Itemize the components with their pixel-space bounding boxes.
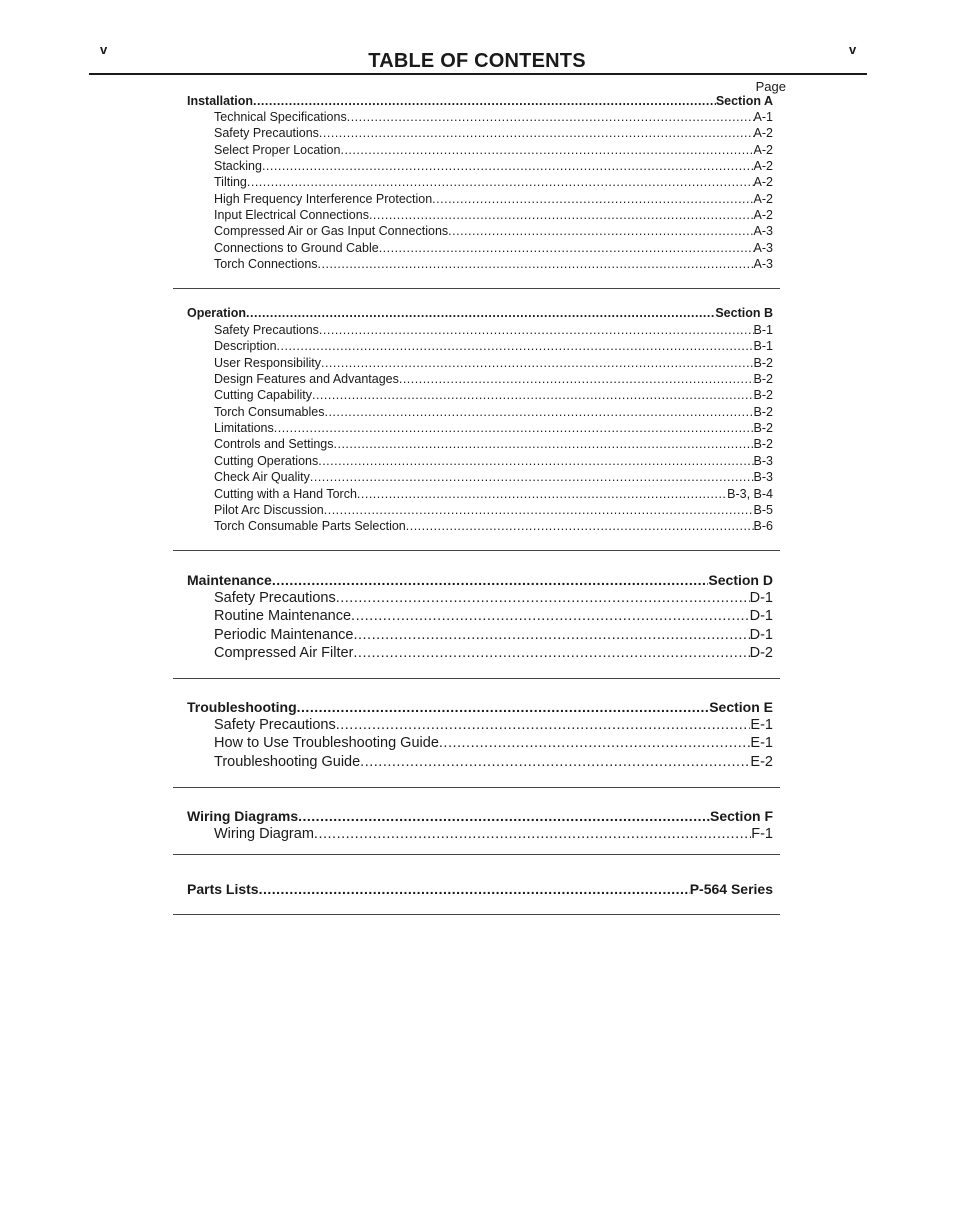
- section-divider: [173, 678, 780, 679]
- entry-label: Torch Connections: [214, 257, 318, 272]
- entry-label: Cutting Capability: [214, 388, 312, 403]
- dot-leader: [321, 356, 754, 372]
- entry-page-ref: A-2: [753, 175, 773, 190]
- entry-label: Stacking: [214, 159, 262, 174]
- dot-leader: [259, 881, 690, 898]
- entry-label: Cutting with a Hand Torch: [214, 486, 357, 501]
- entry-page-ref: B-2: [753, 437, 773, 452]
- section-page-ref: P-564 Series: [689, 881, 773, 897]
- dot-leader: [406, 519, 754, 535]
- dot-leader: [274, 421, 754, 437]
- dot-leader: [369, 208, 754, 224]
- entry-page-ref: D-1: [749, 626, 773, 643]
- dot-leader: [353, 627, 749, 645]
- toc-entry: [214, 503, 773, 519]
- toc-entry: [214, 590, 773, 608]
- entry-label: Torch Consumables: [214, 404, 325, 419]
- toc-entry: [214, 645, 773, 663]
- entry-page-ref: B-3, B-4: [727, 486, 773, 501]
- entry-label: Limitations: [214, 421, 274, 436]
- entry-label: Safety Precautions: [214, 717, 336, 733]
- dot-leader: [379, 241, 754, 257]
- entry-label: User Responsibility: [214, 355, 321, 370]
- dot-leader: [297, 699, 710, 716]
- entry-page-ref: A-3: [753, 224, 773, 239]
- entry-label: Safety Precautions: [214, 323, 319, 337]
- entry-page-ref: B-3: [753, 470, 773, 485]
- toc-entry: [214, 437, 773, 453]
- dot-leader: [314, 826, 751, 844]
- entry-page-ref: A-3: [753, 257, 773, 272]
- entry-page-ref: E-1: [750, 717, 773, 733]
- entry-page-ref: B-2: [753, 404, 773, 419]
- entry-page-ref: A-2: [753, 126, 773, 141]
- entry-label: Description: [214, 339, 277, 354]
- toc-entry: [214, 323, 773, 339]
- toc-entry: [214, 192, 773, 208]
- toc-entry: [214, 257, 773, 273]
- toc-entry: [214, 735, 773, 753]
- section-page-ref: Section B: [715, 306, 773, 320]
- page-column-label: Page: [755, 79, 786, 94]
- entry-page-ref: F-1: [751, 826, 773, 842]
- dot-leader: [334, 437, 754, 453]
- dot-leader: [353, 645, 749, 663]
- dot-leader: [262, 159, 754, 175]
- toc-entry: [214, 421, 773, 437]
- toc-section-heading: [187, 306, 773, 322]
- entry-label: Compressed Air Filter: [214, 644, 354, 661]
- title-rule: [89, 73, 867, 75]
- dot-leader: [298, 808, 710, 825]
- entry-label: Input Electrical Connections: [214, 208, 369, 223]
- section-divider: [173, 288, 780, 289]
- toc-section-heading: [187, 881, 773, 898]
- dot-leader: [360, 754, 750, 772]
- toc-entry: [214, 241, 773, 257]
- dot-leader: [439, 735, 751, 753]
- entry-label: High Frequency Interference Protection: [214, 191, 433, 206]
- dot-leader: [399, 372, 754, 388]
- entry-page-ref: B-5: [753, 502, 773, 517]
- entry-page-ref: A-3: [753, 240, 773, 255]
- toc-entry: [214, 372, 773, 388]
- dot-leader: [324, 503, 754, 519]
- entry-page-ref: B-3: [753, 453, 773, 468]
- page-number-left: v: [100, 42, 108, 57]
- entry-label: Design Features and Advantages: [214, 372, 399, 387]
- entry-page-ref: B-2: [753, 421, 773, 436]
- entry-label: Periodic Maintenance: [214, 626, 354, 643]
- toc-entry: [214, 487, 773, 503]
- dot-leader: [324, 405, 753, 421]
- dot-leader: [448, 224, 753, 240]
- section-page-ref: Section D: [708, 572, 773, 588]
- toc-section-heading: [187, 572, 773, 589]
- entry-label: Check Air Quality: [214, 470, 310, 485]
- toc-entry: [214, 470, 773, 486]
- entry-page-ref: D-2: [749, 644, 773, 661]
- toc-entry: [214, 356, 773, 372]
- toc-entry: [214, 126, 773, 142]
- section-title: Operation: [187, 306, 247, 320]
- section-title: Parts Lists: [187, 881, 259, 897]
- entry-page-ref: B-1: [753, 339, 773, 354]
- toc-entry: [214, 519, 773, 535]
- dot-leader: [336, 717, 751, 735]
- toc-entry: [214, 454, 773, 470]
- entry-page-ref: A-2: [753, 208, 773, 223]
- toc-entry: [214, 143, 773, 159]
- dot-leader: [357, 487, 727, 503]
- entry-page-ref: A-2: [753, 159, 773, 174]
- dot-leader: [340, 143, 753, 159]
- entry-label: Troubleshooting Guide: [214, 753, 361, 770]
- toc-entry: [214, 388, 773, 404]
- dot-leader: [277, 339, 754, 355]
- entry-label: How to Use Troubleshooting Guide: [214, 735, 439, 752]
- dot-leader: [347, 110, 754, 126]
- entry-page-ref: A-2: [753, 142, 773, 157]
- entry-page-ref: B-2: [753, 372, 773, 387]
- toc-entry: [214, 405, 773, 421]
- toc-entry: [214, 208, 773, 224]
- entry-label: Pilot Arc Discussion: [214, 502, 324, 517]
- dot-leader: [318, 257, 754, 273]
- toc-entry: [214, 754, 773, 772]
- entry-page-ref: B-6: [753, 519, 773, 534]
- section-page-ref: Section E: [709, 699, 773, 715]
- entry-label: Compressed Air or Gas Input Connections: [214, 224, 449, 239]
- toc-section-heading: [187, 808, 773, 825]
- entry-label: Torch Consumable Parts Selection: [214, 519, 406, 534]
- dot-leader: [432, 192, 753, 208]
- dot-leader: [246, 306, 715, 322]
- dot-leader: [312, 388, 754, 404]
- entry-page-ref: D-1: [749, 608, 773, 625]
- section-title: Maintenance: [187, 572, 272, 588]
- section-title: Troubleshooting: [187, 699, 297, 715]
- entry-page-ref: B-2: [753, 355, 773, 370]
- entry-page-ref: A-2: [753, 191, 773, 206]
- section-title: Installation: [187, 94, 253, 108]
- entry-label: Technical Specifications: [214, 110, 347, 124]
- toc-entry: [214, 608, 773, 626]
- dot-leader: [272, 572, 709, 589]
- entry-label: Safety Precautions: [214, 590, 336, 606]
- entry-page-ref: E-1: [750, 735, 773, 752]
- toc-section-heading: [187, 699, 773, 716]
- section-divider: [173, 787, 780, 788]
- entry-label: Routine Maintenance: [214, 608, 352, 625]
- toc-entry: [214, 339, 773, 355]
- section-page-ref: Section F: [709, 808, 773, 824]
- page-title: TABLE OF CONTENTS: [368, 50, 586, 72]
- toc-entry: [214, 224, 773, 240]
- toc-section-heading: [187, 94, 773, 110]
- section-divider: [173, 914, 780, 915]
- toc-entry: [214, 826, 773, 844]
- entry-label: Controls and Settings: [214, 437, 334, 452]
- dot-leader: [247, 175, 754, 191]
- page-number-right: v: [849, 42, 857, 57]
- toc-entry: [214, 159, 773, 175]
- toc-entry: [214, 717, 773, 735]
- toc-entry: [214, 110, 773, 126]
- dot-leader: [319, 126, 754, 142]
- entry-label: Connections to Ground Cable: [214, 240, 379, 255]
- toc-entry: [214, 175, 773, 191]
- entry-page-ref: E-2: [750, 753, 773, 770]
- entry-label: Safety Precautions: [214, 126, 319, 141]
- dot-leader: [336, 590, 750, 608]
- entry-page-ref: D-1: [749, 590, 773, 606]
- section-divider: [173, 854, 780, 855]
- entry-label: Select Proper Location: [214, 142, 341, 157]
- dot-leader: [310, 470, 754, 486]
- toc-entry: [214, 627, 773, 645]
- entry-page-ref: B-2: [753, 388, 773, 403]
- entry-label: Tilting: [214, 175, 247, 190]
- entry-label: Cutting Operations: [214, 453, 319, 468]
- entry-page-ref: A-1: [753, 110, 773, 124]
- dot-leader: [319, 323, 754, 339]
- section-divider: [173, 550, 780, 551]
- entry-label: Wiring Diagram: [214, 826, 314, 842]
- entry-page-ref: B-1: [753, 323, 773, 337]
- dot-leader: [318, 454, 753, 470]
- dot-leader: [253, 94, 716, 110]
- section-page-ref: Section A: [715, 94, 773, 108]
- dot-leader: [351, 608, 750, 626]
- section-title: Wiring Diagrams: [187, 808, 299, 824]
